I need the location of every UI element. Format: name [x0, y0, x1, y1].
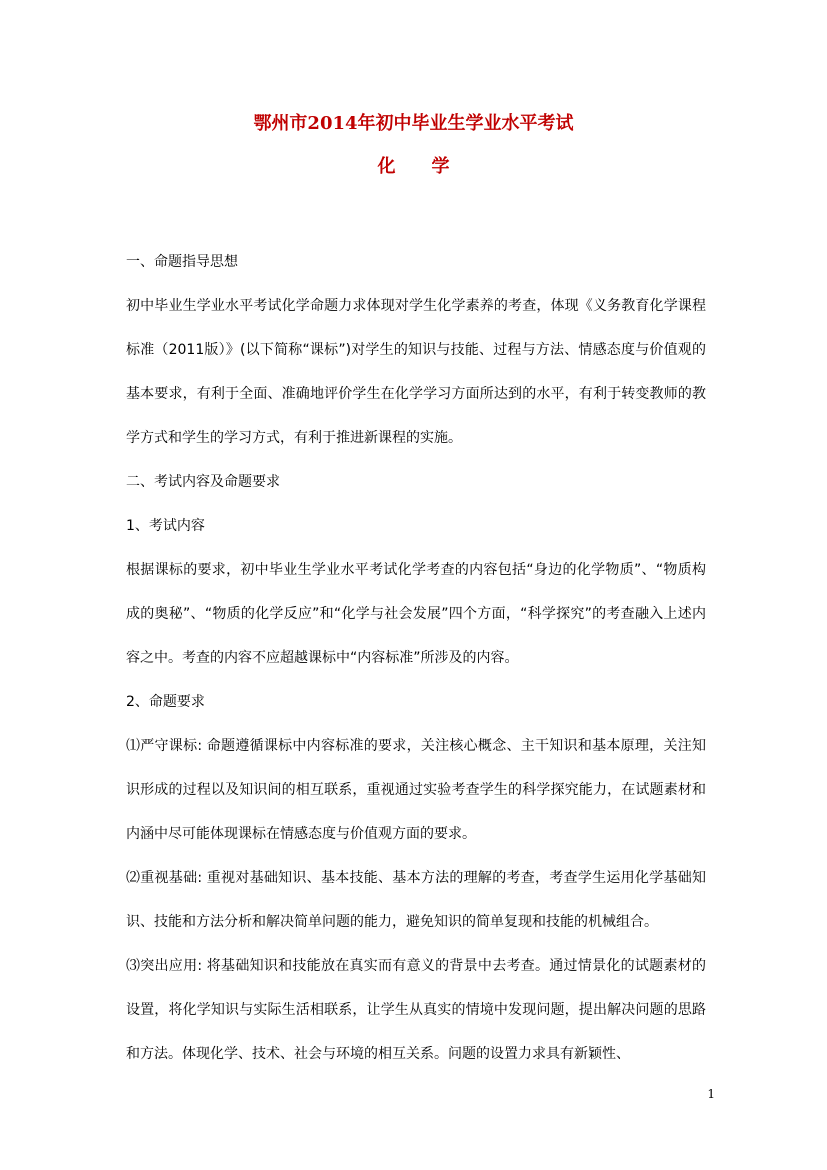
document-title: 鄂州市2014年初中毕业生学业水平考试 — [253, 113, 574, 134]
document-subject — [0, 155, 827, 179]
heading-exam-content: 二、考试内容及命题要求 — [126, 474, 280, 490]
page-number: 1 — [707, 1087, 715, 1101]
paragraph-guiding-thought: 初中毕业生学业水平考试化学命题力求体现对学生化学素养的考查，体现《义务教育化学课程标准（2011版）》(以下简称“课标”)对学生的知识与技能、过程与方法、情感态度与价值观的基本要求，有利于全面、准确地评价学生在化学学习方面所达到的水平，有利于转变教师的教学方式和学生的学习方式，有利于推进新课程的实施。 — [126, 298, 706, 446]
paragraph-requirement-2: ⑵重视基础: 重视对基础知识、基本技能、基本方法的理解的考查，考查学生运用化学基础知识、技能和方法分析和解决简单问题的能力，避免知识的简单复现和技能的机械组合。 — [126, 870, 706, 930]
paragraph-exam-content: 根据课标的要求，初中毕业生学业水平考试化学考查的内容包括“身边的化学物质”、“物质构成的奥秘”、“物质的化学反应”和“化学与社会发展”四个方面，“科学探究”的考查融入上述内容之中。考查的内容不应超越课标中“内容标准”所涉及的内容。 — [126, 562, 706, 666]
heading-guiding-thought: 一、命题指导思想 — [126, 254, 238, 270]
paragraph-requirement-3: ⑶突出应用: 将基础知识和技能放在真实而有意义的背景中去考查。通过情景化的试题素材的设置，将化学知识与实际生活相联系，让学生从真实的情境中发现问题，提出解决问题的思路和方法。体现化学、技术、社会与环境的相互关系。问题的设置力求具有新颖性、 — [126, 958, 706, 1062]
subheading-requirements: 2、命题要求 — [126, 694, 205, 710]
subject-char-left: 化 — [377, 156, 396, 177]
document-body — [126, 240, 706, 1076]
paragraph-requirement-1: ⑴严守课标: 命题遵循课标中内容标准的要求，关注核心概念、主干知识和基本原理，关注知识形成的过程以及知识间的相互联系，重视通过实验考查学生的科学探究能力，在试题素材和内涵中尽可能体现课标在情感态度与价值观方面的要求。 — [126, 738, 706, 842]
subheading-exam-content: 1、考试内容 — [126, 518, 205, 534]
subject-char-right: 学 — [431, 156, 450, 177]
